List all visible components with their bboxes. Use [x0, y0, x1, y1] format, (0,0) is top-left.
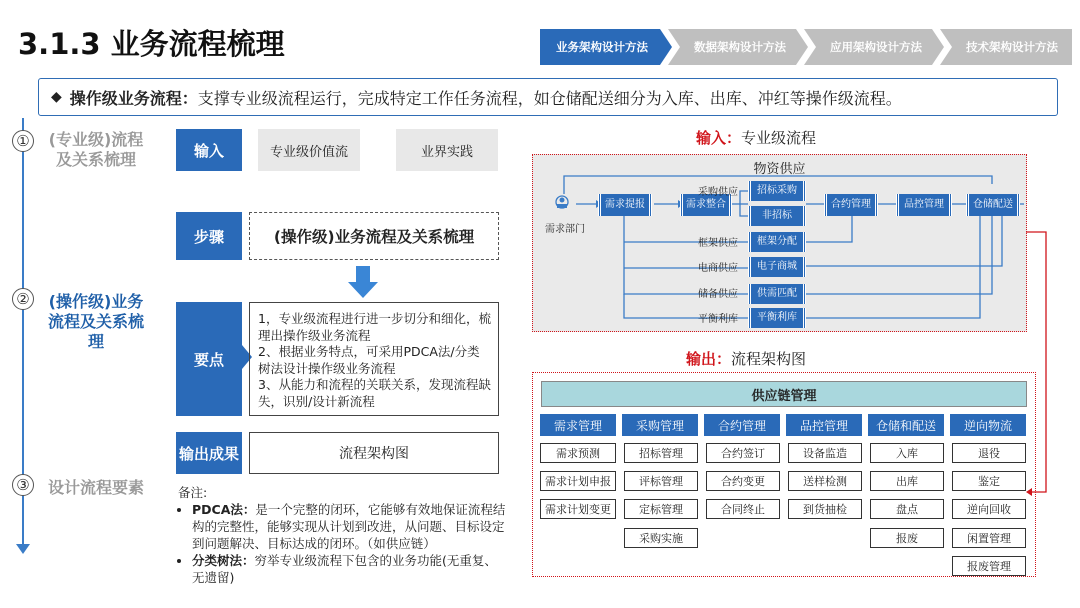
output-value: 流程架构图 [249, 432, 499, 474]
note-pdca: • PDCA法：是一个完整的闭环，它能够有效地保证流程结构的完整性，能够实现从计划到改进，从问题、目标设定到问题解决、目标达成的闭环。（如供应链） [192, 501, 508, 552]
arch-cell: 逆向回收 [952, 499, 1026, 519]
arch-cell: 合约签订 [706, 443, 780, 463]
input-value-stream: 专业级价值流 [258, 129, 360, 171]
notes-title: 备注: [178, 485, 208, 500]
step-label-1[interactable]: (专业级)流程及关系梳理 [48, 130, 144, 169]
step-number-1: ① [12, 130, 34, 152]
keypoints-text: 1，专业级流程进行进一步切分和细化，梳理出操作级业务流程 2、根据业务特点，可采用PDCA法/分类树法设计操作级业务流程 3、从能力和流程的关联关系，发现流程缺失，识别/设计新流程 [249, 302, 499, 416]
flow-node-storage: 仓储配送 [966, 194, 1020, 216]
arch-title: 供应链管理 [541, 381, 1027, 407]
arch-cell: 定标管理 [624, 499, 698, 519]
note-tree: • 分类树法：穷举专业级流程下包含的业务功能(无重复、无遗留) [192, 552, 508, 586]
arch-cell: 鉴定 [952, 471, 1026, 491]
flow-node-demand: 需求提报 [598, 194, 652, 216]
nav-step-data[interactable]: 数据架构设计方法 [694, 40, 786, 54]
arch-cell: 报废管理 [952, 556, 1026, 576]
arch-cell: 送样检测 [788, 471, 862, 491]
input-section-title: 输入：专业级流程 [696, 129, 817, 147]
flow-dept-label: 需求部门 [545, 224, 585, 235]
department-icon [556, 196, 568, 208]
flow-node-reserve: 供需匹配 [748, 284, 806, 304]
arch-cell: 合约变更 [706, 471, 780, 491]
step-number-2: ② [12, 288, 34, 310]
arch-cell: 需求计划申报 [540, 471, 616, 491]
down-arrow-icon [348, 266, 378, 298]
banner-text: 支撑专业级流程运行，完成特定工作任务流程，如仓储配送细分为入库、出库、冲红等操作级流程。 [197, 88, 902, 108]
arch-col-purchase: 采购管理 [622, 414, 698, 436]
output-section-title: 输出：流程架构图 [686, 350, 807, 368]
flow-node-balance: 平衡利库 [748, 308, 806, 328]
step-number-3: ③ [12, 474, 34, 496]
flow-node-ecommerce: 电子商城 [748, 257, 806, 277]
page-title: 3.1.3 业务流程梳理 [18, 27, 285, 61]
output-label: 输出成果 [176, 432, 242, 474]
banner-label: 操作级业务流程： [69, 88, 198, 108]
arch-cell: 评标管理 [624, 471, 698, 491]
step-label-3[interactable]: 设计流程要素 [47, 478, 144, 497]
flow-label-ecommerce: 电商供应 [698, 263, 738, 274]
arch-cell: 需求计划变更 [540, 499, 616, 519]
arch-cell: 闲置管理 [952, 528, 1026, 548]
arch-cell: 合同终止 [706, 499, 780, 519]
flow-node-integrate: 需求整合 [680, 194, 732, 216]
flow-node-nontender: 非招标 [748, 206, 806, 226]
arch-col-storage: 仓储和配送 [868, 414, 944, 436]
input-industry-practice: 业界实践 [396, 129, 498, 171]
flow-title: 物资供应 [753, 162, 806, 177]
arch-cell: 入库 [870, 443, 944, 463]
flow-label-purchase: 采购供应 [698, 187, 738, 198]
nav-step-application[interactable]: 应用架构设计方法 [830, 40, 922, 54]
flow-node-quality: 品控管理 [896, 194, 952, 216]
flow-node-tender: 招标采购 [748, 181, 806, 201]
arch-cell: 报废 [870, 528, 944, 548]
arch-cell: 采购实施 [624, 528, 698, 548]
arch-cell: 需求预测 [540, 443, 616, 463]
arch-col-demand: 需求管理 [540, 414, 616, 436]
steps-label: 步骤 [176, 212, 242, 260]
flow-label-reserve: 储备供应 [698, 289, 738, 300]
keypoints-label: 要点 [176, 302, 242, 416]
flow-node-contract: 合约管理 [824, 194, 878, 216]
arch-cell: 招标管理 [624, 443, 698, 463]
arch-cell: 退役 [952, 443, 1026, 463]
nav-step-technology[interactable]: 技术架构设计方法 [966, 40, 1058, 54]
input-label: 输入 [176, 129, 242, 171]
arch-cell: 盘点 [870, 499, 944, 519]
step-label-2[interactable]: (操作级)业务流程及关系梳理 [47, 292, 144, 351]
nav-step-business[interactable]: 业务架构设计方法 [556, 40, 648, 54]
arch-col-contract: 合约管理 [704, 414, 780, 436]
arch-cell: 出库 [870, 471, 944, 491]
flow-label-framework: 框架供应 [698, 238, 738, 249]
steps-value: (操作级)业务流程及关系梳理 [249, 212, 499, 260]
flow-label-balance: 平衡利库 [698, 314, 738, 325]
arch-cell: 设备监造 [788, 443, 862, 463]
arch-col-reverse: 逆向物流 [950, 414, 1026, 436]
definition-banner [38, 78, 1058, 116]
timeline-arrow-icon [16, 544, 30, 554]
arch-cell: 到货抽检 [788, 499, 862, 519]
flow-node-framework: 框架分配 [748, 232, 806, 252]
arch-col-quality: 品控管理 [786, 414, 862, 436]
notes [178, 484, 508, 586]
diamond-bullet-icon: ◆ [51, 89, 62, 105]
